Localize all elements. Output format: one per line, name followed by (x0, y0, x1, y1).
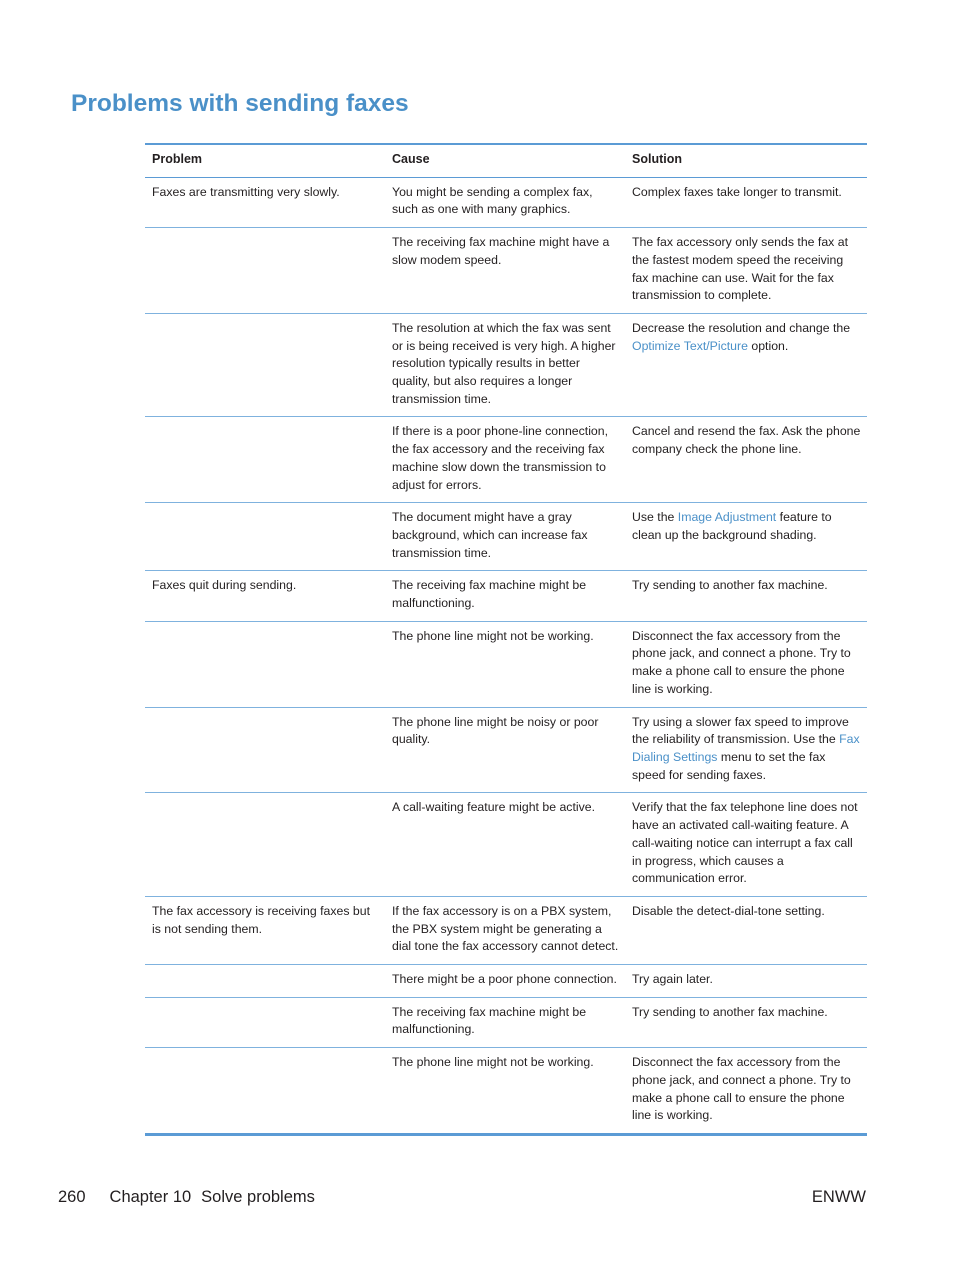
footer-chapter: Chapter 10 (109, 1188, 192, 1206)
cell-cause: The phone line might not be working. (392, 1055, 594, 1070)
cell-problem (145, 1048, 385, 1135)
header-solution: Solution (632, 152, 682, 166)
solution-text-tail: feature to clean up the background shading. (632, 510, 832, 542)
cell-problem (145, 503, 385, 571)
cell-solution (625, 896, 867, 964)
table-row (145, 503, 867, 571)
cell-cause: If the fax accessory is on a PBX system, the PBX system might be generating a dial tone the fax accessory cannot detect. (392, 903, 619, 954)
cell-cause: If there is a poor phone-line connection, the fax accessory and the receiving fax machine slow down the transmission to adjust for errors. (392, 424, 609, 492)
cell-problem: Faxes quit during sending. (152, 578, 297, 593)
cell-cause: The resolution at which the fax was sent or is being received is very high. A higher resolution typically results in better quality, but also requires a longer transmission time. (392, 320, 616, 406)
cell-problem (145, 621, 385, 707)
cell-problem (145, 707, 385, 793)
cell-solution (625, 793, 867, 897)
cell-problem (145, 793, 385, 897)
cell-problem (145, 965, 385, 998)
fax-problems-table (145, 143, 867, 1136)
footer-left (58, 1188, 315, 1207)
table-row (145, 965, 867, 998)
footer-section: Solve problems (201, 1188, 315, 1206)
cell-solution (625, 571, 867, 621)
table-row (145, 313, 867, 417)
solution-text: Use the (632, 510, 678, 525)
table-body (145, 177, 867, 1134)
cell-problem (145, 228, 385, 314)
cell-cause: The phone line might be noisy or poor quality. (392, 714, 599, 747)
solution-text-tail: menu to set the fax speed for sending faxes. (632, 749, 826, 782)
cell-solution (625, 1048, 867, 1135)
cell-cause: There might be a poor phone connection. (392, 972, 617, 987)
cell-cause: The receiving fax machine might have a slow modem speed. (392, 235, 610, 267)
solution-menu-link[interactable]: Image Adjustment (677, 510, 777, 525)
cell-cause: The receiving fax machine might be malfunctioning. (392, 1004, 587, 1037)
cell-solution (625, 997, 867, 1047)
cell-cause: A call-waiting feature might be active. (392, 800, 596, 815)
cell-problem: Faxes are transmitting very slowly. (152, 184, 340, 199)
table-row (145, 793, 867, 897)
cell-cause: The phone line might not be working. (392, 628, 594, 643)
solution-text: Try using a slower fax speed to improve the reliability of transmission. Use the (632, 714, 849, 747)
cell-problem: The fax accessory is receiving faxes but is not sending them. (152, 903, 371, 936)
table-header-row (145, 144, 867, 177)
solution-text: The fax accessory only sends the fax at the fastest modem speed the receiving fax machine can use. Wait for the fax transmission to complete. (632, 235, 848, 303)
table-row (145, 571, 867, 621)
solution-text: Disconnect the fax accessory from the phone jack, and connect a phone. Try to make a phone call to ensure the phone line is working. (632, 628, 851, 696)
cell-problem (145, 417, 385, 503)
cell-solution (625, 177, 867, 227)
cell-problem (145, 313, 385, 417)
table-row (145, 177, 867, 227)
table-row (145, 707, 867, 793)
page-number: 260 (58, 1188, 86, 1206)
solution-text: Verify that the fax telephone line does not have an activated call-waiting feature. A call-waiting notice can interrupt a fax call in progress, which causes a communication error. (632, 800, 858, 886)
cell-solution (625, 228, 867, 314)
cell-solution (625, 417, 867, 503)
page-title: Problems with sending faxes (71, 90, 409, 117)
solution-menu-link[interactable]: Optimize Text/Picture (632, 338, 748, 353)
cell-solution (625, 621, 867, 707)
solution-text: Try sending to another fax machine. (632, 1004, 828, 1019)
cell-solution (625, 707, 867, 793)
cell-problem (145, 997, 385, 1047)
header-cause: Cause (392, 152, 430, 166)
solution-text: Try again later. (632, 972, 713, 987)
table-row (145, 417, 867, 503)
solution-text: Disable the detect-dial-tone setting. (632, 903, 825, 918)
cell-solution (625, 313, 867, 417)
table-row (145, 1048, 867, 1135)
cell-cause: The document might have a gray background, which can increase fax transmission time. (392, 510, 588, 560)
table-row (145, 621, 867, 707)
solution-text: Disconnect the fax accessory from the phone jack, and connect a phone. Try to make a phone call to ensure the phone line is working. (632, 1055, 851, 1123)
cell-solution (625, 965, 867, 998)
solution-text: Decrease the resolution and change the (632, 320, 851, 335)
solution-text: Complex faxes take longer to transmit. (632, 184, 842, 199)
table-row (145, 228, 867, 314)
table-row (145, 896, 867, 964)
table-row (145, 997, 867, 1047)
footer-right: ENWW (811, 1188, 866, 1206)
cell-solution (625, 503, 867, 571)
solution-text: Cancel and resend the fax. Ask the phone company check the phone line. (632, 424, 861, 457)
cell-cause: You might be sending a complex fax, such as one with many graphics. (392, 184, 593, 217)
solution-text: Try sending to another fax machine. (632, 578, 828, 593)
solution-menu-link[interactable]: Fax Dialing Settings (632, 732, 860, 764)
cell-cause: The receiving fax machine might be malfunctioning. (392, 578, 587, 611)
header-problem: Problem (152, 152, 203, 166)
solution-text-tail: option. (747, 338, 789, 353)
